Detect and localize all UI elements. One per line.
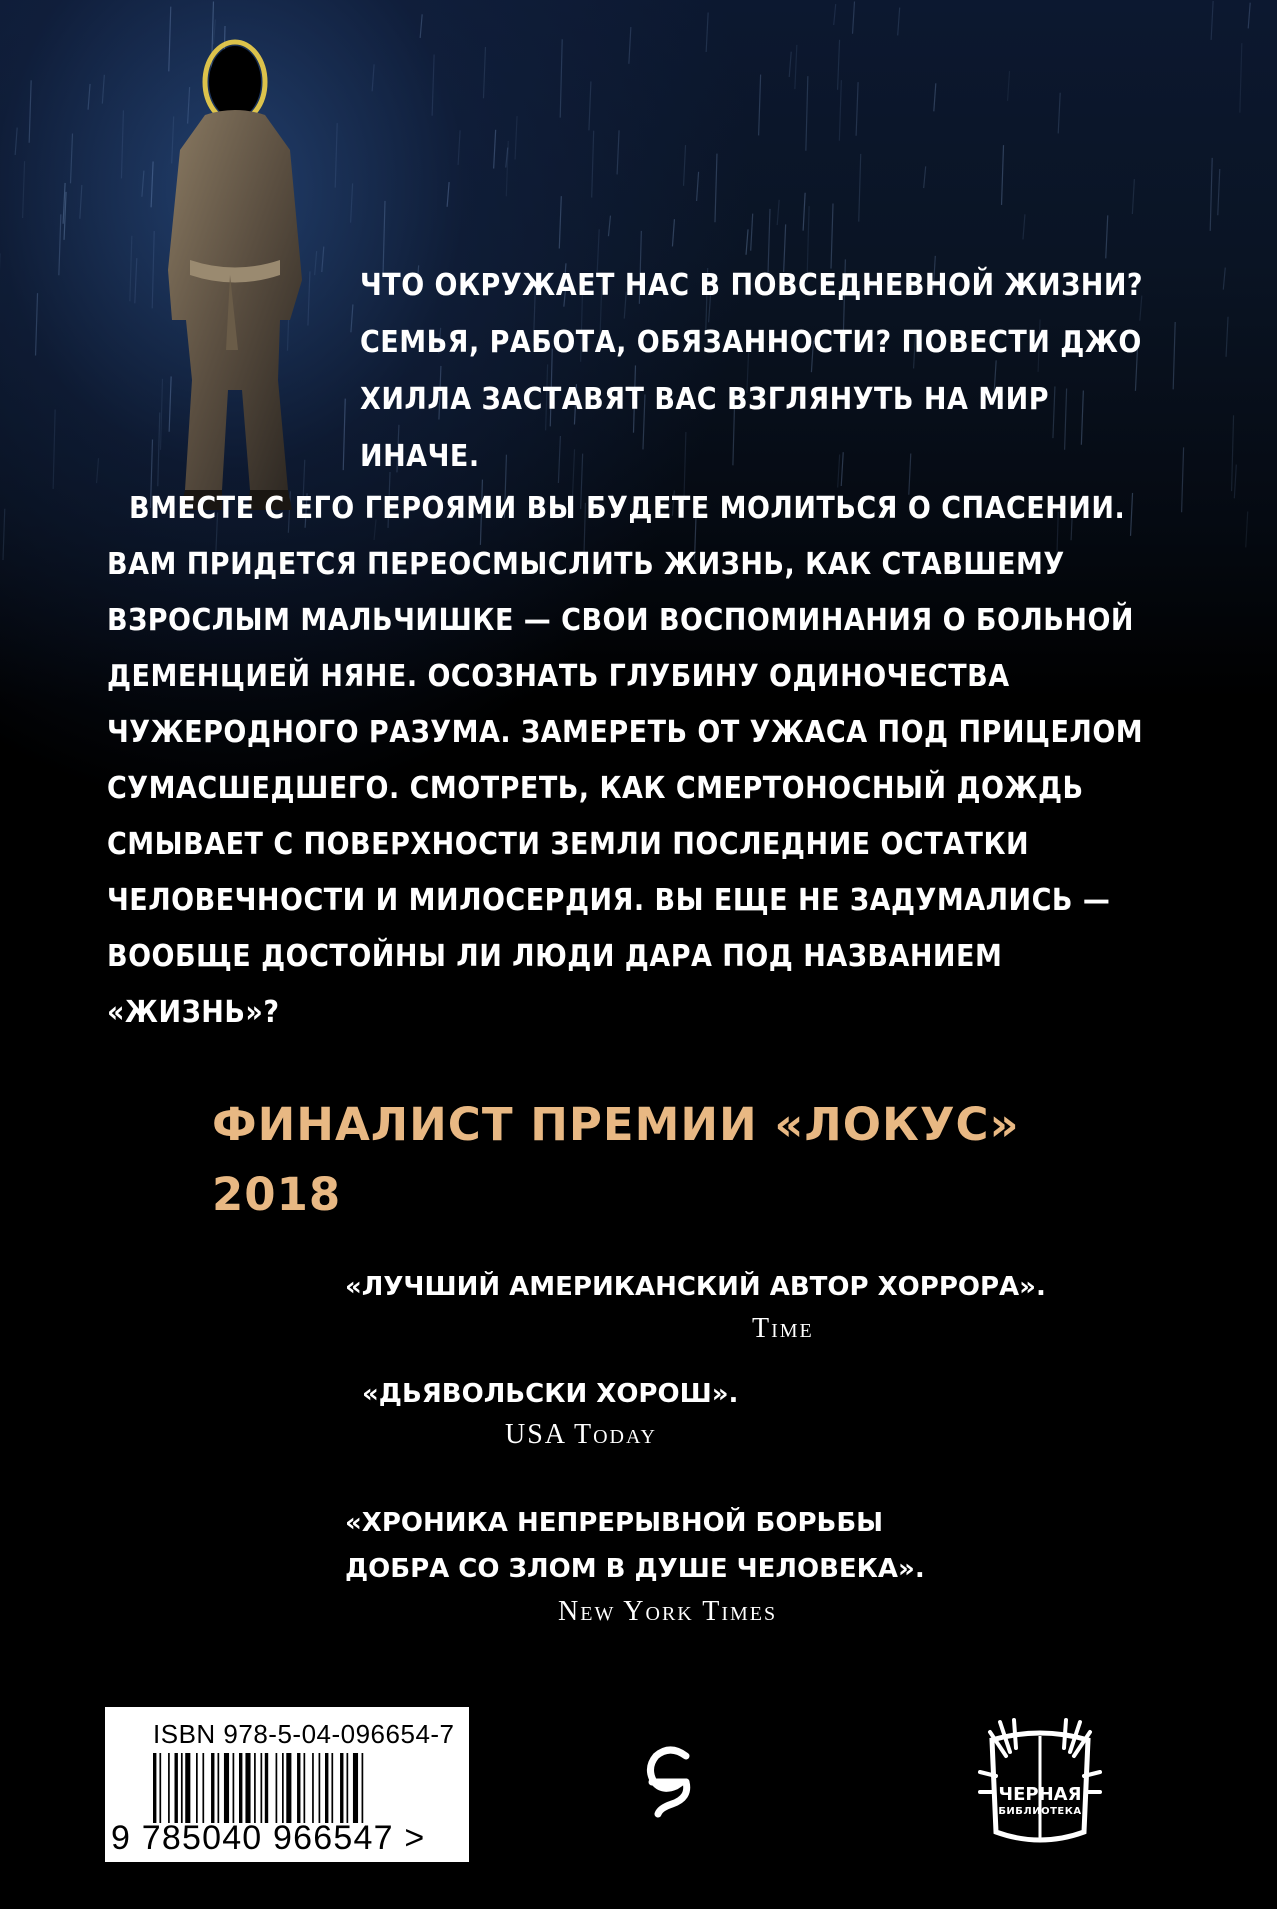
barcode-digits: 9 785040 966547 > — [111, 1819, 426, 1857]
series-logo-line-2: БИБЛИОТЕКА — [998, 1806, 1082, 1817]
barcode-bars — [153, 1753, 415, 1823]
review-source: Time — [752, 1313, 814, 1344]
isbn-number: ISBN 978-5-04-096654-7 — [153, 1719, 455, 1749]
isbn-barcode — [105, 1707, 469, 1862]
publisher-logo-icon — [642, 1738, 698, 1818]
series-logo-text — [988, 1786, 1092, 1820]
review-quote: «ХРОНИКА НЕПРЕРЫВНОЙ БОРЬБЫ ДОБРА СО ЗЛОМ В ДУШЕ ЧЕЛОВЕКА». — [345, 1508, 925, 1584]
review-source: USA Today — [505, 1419, 658, 1450]
review-quote: «ЛУЧШИЙ АМЕРИКАНСКИЙ АВТОР ХОРРОРА». — [345, 1272, 1046, 1302]
review-source: New York Times — [558, 1596, 778, 1627]
review-quote: «ДЬЯВОЛЬСКИ ХОРОШ». — [362, 1379, 739, 1409]
series-logo-line-1: ЧЕРНАЯ — [998, 1784, 1082, 1805]
man-in-trenchcoat-illustration — [130, 20, 340, 520]
blurb-intro-paragraph: ЧТО ОКРУЖАЕТ НАС В ПОВСЕДНЕВНОЙ ЖИЗНИ? СЕМЬЯ, РАБОТА, ОБЯЗАННОСТИ? ПОВЕСТИ ДЖО ХИЛЛА ЗАСТАВЯТ ВАС ВЗГЛЯНУТЬ НА МИР ИНАЧЕ. — [360, 268, 1144, 474]
blurb-main-paragraph: ВМЕСТЕ С ЕГО ГЕРОЯМИ ВЫ БУДЕТЕ МОЛИТЬСЯ О СПАСЕНИИ. ВАМ ПРИДЕТСЯ ПЕРЕОСМЫСЛИТЬ ЖИЗНЬ, КАК СТАВШЕМУ ВЗРОСЛЫМ МАЛЬЧИШКЕ — СВОИ ВОСПОМИНАНИЯ О БОЛЬНОЙ ДЕМЕНЦИЕЙ НЯНЕ. ОСОЗНАТЬ ГЛУБИНУ ОДИНОЧЕСТВА ЧУЖЕРОДНОГО РАЗУМА. ЗАМЕРЕТЬ ОТ УЖАСА ПОД ПРИЦЕЛОМ СУМАСШЕДШЕГО. СМОТРЕТЬ, КАК СМЕРТОНОСНЫЙ ДОЖДЬ СМЫВАЕТ С ПОВЕРХНОСТИ ЗЕМЛИ ПОСЛЕДНИЕ ОСТАТКИ ЧЕЛОВЕЧНОСТИ И МИЛОСЕРДИЯ. ВЫ ЕЩЕ НЕ ЗАДУМАЛИСЬ — ВООБЩЕ ДОСТОЙНЫ ЛИ ЛЮДИ ДАРА ПОД НАЗВАНИЕМ «ЖИЗНЬ»? — [107, 491, 1144, 1030]
award-headline: ФИНАЛИСТ ПРЕМИИ «ЛОКУС» 2018 — [212, 1098, 1020, 1221]
